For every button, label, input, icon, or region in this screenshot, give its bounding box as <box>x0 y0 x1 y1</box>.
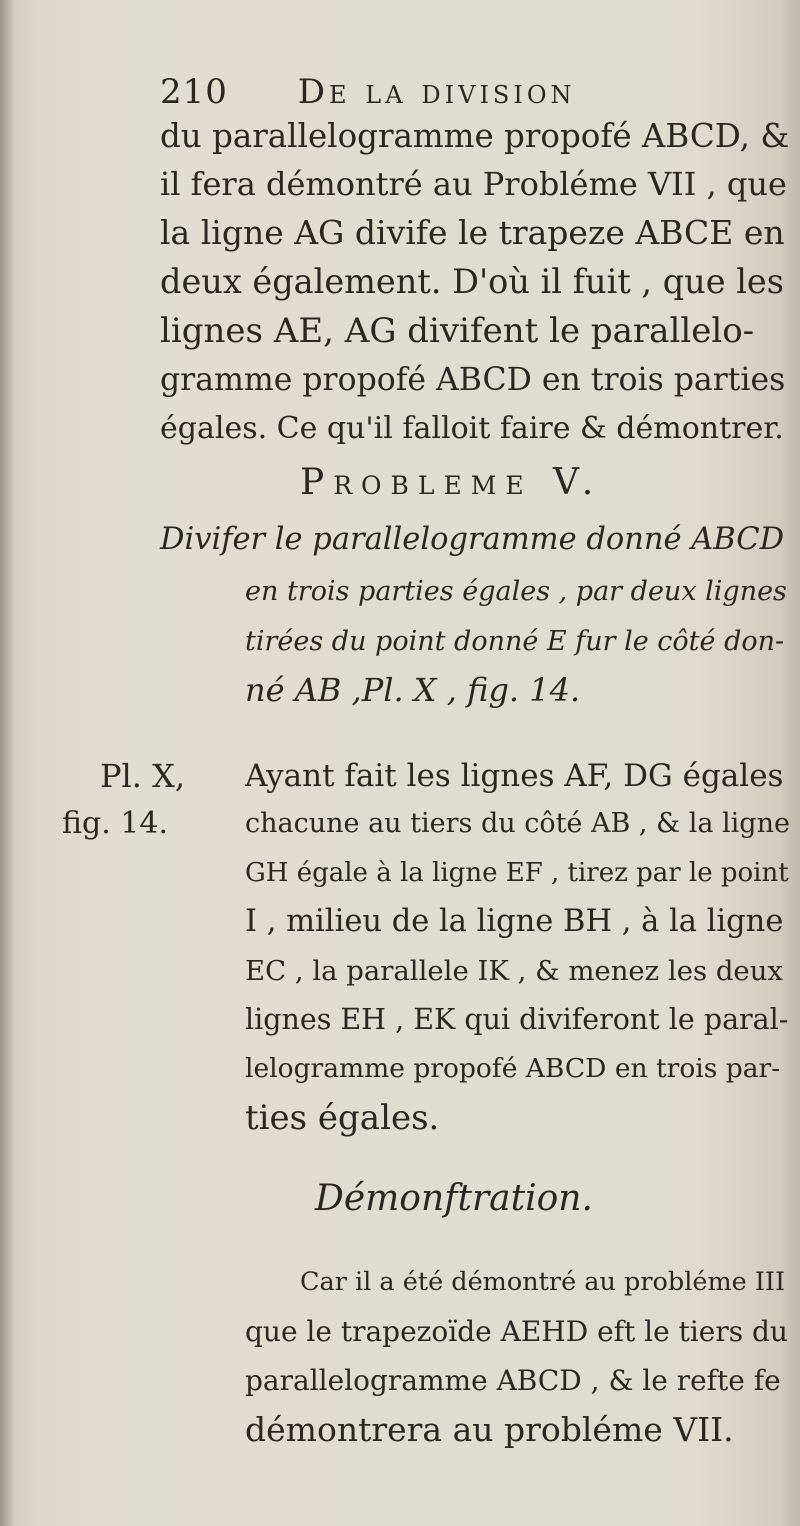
text-line: lelogramme propofé ABCD en trois par- <box>245 1053 781 1084</box>
text-line: tirées du point donné E fur le côté don- <box>245 626 785 657</box>
text-line: démontrera au probléme VII. <box>245 1410 734 1449</box>
text-line: en trois parties égales , par deux lignes <box>245 576 787 607</box>
text-line: que le trapezoïde AEHD eft le tiers du <box>245 1315 788 1348</box>
margin-figure: fig. 14. <box>62 806 168 841</box>
text-line: parallelogramme ABCD , & le refte fe <box>245 1364 781 1397</box>
text-line: Divifer le parallelogramme donné ABCD <box>160 522 785 557</box>
text-line: Ayant fait les lignes AF, DG égales <box>245 758 784 794</box>
text-line: gramme propofé ABCD en trois parties <box>160 362 786 398</box>
text-line: EC , la parallele IK , & menez les deux <box>245 955 783 987</box>
text-line: I , milieu de la ligne BH , à la ligne <box>245 904 784 939</box>
text-line: il fera démontré au Probléme VII , que <box>160 165 787 203</box>
text-line: Car il a été démontré au probléme III <box>300 1267 786 1297</box>
text-line: lignes AE, AG divifent le parallelo- <box>160 311 755 351</box>
running-header <box>160 72 576 112</box>
text-line: né AB ,Pl. X , fig. 14. <box>245 671 581 709</box>
demonstration-heading: Démonftration. <box>315 1178 593 1219</box>
page-number: 210 <box>160 72 228 112</box>
text-line: lignes EH , EK qui diviferont le paral- <box>245 1003 789 1036</box>
text-line: ties égales. <box>245 1098 440 1138</box>
text-line: la ligne AG divife le trapeze ABCE en <box>160 213 785 252</box>
binding-shadow <box>0 0 14 1526</box>
problem-title: Probleme V. <box>300 462 603 503</box>
text-line: deux également. D'où il fuit , que les <box>160 262 784 301</box>
text-line: du parallelogramme propofé ABCD, & <box>160 117 790 155</box>
text-line: chacune au tiers du côté AB , & la ligne <box>245 808 790 839</box>
running-title: De la division <box>297 72 576 112</box>
text-line: égales. Ce qu'il falloit faire & démontrer. <box>160 411 784 446</box>
margin-plate: Pl. X, <box>100 757 186 795</box>
text-line: GH égale à la ligne EF , tirez par le point <box>245 858 789 888</box>
